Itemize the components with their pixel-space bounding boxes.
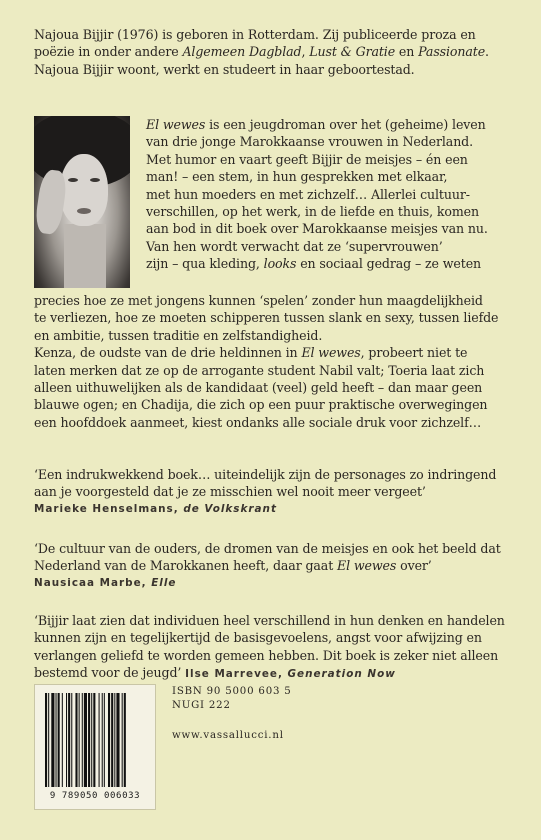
photo-face	[60, 154, 108, 226]
barcode-bar	[58, 693, 60, 787]
author-photo	[34, 116, 130, 288]
description-full	[34, 292, 512, 431]
description-line: te verliezen, hoe ze moeten schipperen tussen slank en sexy, tussen liefde	[34, 310, 499, 326]
bio-line: Najoua Bijjir (1976) is geboren in Rotterdam. Zij publiceerde proza en	[34, 27, 476, 42]
barcode-bar	[104, 693, 105, 787]
barcode-bar	[62, 693, 63, 787]
barcode-bar	[48, 693, 49, 787]
description-line: aan bod in dit boek over Marokkaanse meisjes van nu.	[146, 221, 488, 237]
description-line: van drie jonge Marokkaanse vrouwen in Nederland.	[146, 134, 474, 150]
quote-line	[34, 557, 512, 574]
barcode-number: 9 789050 006033	[49, 791, 141, 801]
photo-eye	[90, 178, 100, 182]
barcode-bar	[108, 693, 110, 787]
description-line: Van hen wordt verwacht dat ze ‘supervrouwen’	[146, 238, 443, 254]
review-source: Generation Now	[287, 668, 396, 681]
barcode-bar	[111, 693, 113, 787]
quote-text: Nederland van de Marokkanen heeft, daar gaat	[34, 558, 338, 574]
photo-lips	[77, 208, 91, 214]
isbn-number: ISBN 90 5000 603 5	[172, 686, 292, 697]
barcode-bar	[91, 693, 92, 787]
book-title: El wewes	[337, 558, 397, 574]
quote-line	[34, 664, 512, 683]
review-quote-1	[34, 466, 512, 518]
barcode-bar	[93, 693, 95, 787]
bio-text: en	[395, 44, 419, 60]
barcode-bar	[114, 693, 115, 787]
description-line	[34, 344, 512, 361]
publication-title: Lust & Gratie	[309, 44, 396, 60]
author-bio	[34, 26, 512, 78]
barcode-bar	[71, 693, 72, 787]
publisher-website: www.vassallucci.nl	[172, 730, 284, 741]
description-wrapped	[146, 116, 512, 273]
publication-title: Passionate	[418, 44, 486, 60]
description-line: een hoofddoek aanmeet, kiest ondanks alle sociale druk voor zichzelf…	[34, 414, 482, 430]
publication-title: Algemeen Dagblad	[182, 44, 302, 60]
photo-neck	[64, 224, 106, 288]
reviewer-name: Nausicaa Marbe,	[34, 576, 152, 589]
description-text: Kenza, de oudste van de drie heldinnen in	[34, 345, 302, 361]
description-line: alleen uithuwelijken als de kandidaat (veel) geld heeft – dan maar geen	[34, 380, 483, 396]
description-text: zijn – qua kleding,	[146, 256, 264, 272]
barcode-bar	[116, 693, 119, 787]
quote-attribution	[34, 575, 512, 592]
reviewer-name: Marieke Henselmans,	[34, 502, 184, 515]
description-text: en sociaal gedrag – ze weten	[296, 256, 482, 272]
description-line: en ambitie, tussen traditie en zelfstandigheid.	[34, 327, 323, 343]
barcode-bar	[84, 693, 87, 787]
barcode-bar	[51, 693, 54, 787]
barcode-bar	[124, 693, 126, 787]
nugi-code: NUGI 222	[172, 700, 231, 711]
photo-eye	[68, 178, 78, 182]
description-line: laten merken dat ze op de arrogante student Nabil valt; Toeria laat zich	[34, 362, 485, 378]
barcode-bar	[68, 693, 70, 787]
description-line: precies hoe ze met jongens kunnen ‘spelen’ zonder hun maagdelijkheid	[34, 293, 483, 308]
barcode-bar	[45, 693, 47, 787]
review-quote-2	[34, 540, 512, 592]
barcode-bar	[102, 693, 103, 787]
barcode-bar	[56, 693, 57, 787]
barcode-bar	[122, 693, 123, 787]
quote-line: aan je voorgesteld dat je ze misschien wel nooit meer vergeet’	[34, 484, 426, 500]
description-line	[146, 116, 512, 133]
quote-line: ‘Bijjir laat zien dat individuen heel verschillend in hun denken en handelen	[34, 613, 505, 628]
review-source: Elle	[151, 576, 177, 589]
bio-text: ,	[301, 44, 310, 60]
barcode-bars	[43, 693, 147, 789]
barcode	[34, 684, 156, 810]
quote-line: ‘De cultuur van de ouders, de dromen van de meisjes en ook het beeld dat	[34, 541, 501, 556]
description-line: man! – een stem, in hun gesprekken met elkaar,	[146, 169, 448, 185]
description-line: met hun moeders en met zichzelf… Allerlei cultuur-	[146, 186, 470, 202]
description-line: verschillen, op het werk, in de liefde en thuis, komen	[146, 204, 479, 220]
quote-text: over’	[396, 558, 432, 574]
review-source: de Volkskrant	[183, 502, 277, 515]
bio-text: poëzie in onder andere	[34, 44, 183, 60]
reviewer-name: Ilse Marrevee,	[185, 668, 288, 681]
description-text: is een jeugdroman over het (geheime) leven	[205, 117, 486, 132]
barcode-bar	[82, 693, 83, 787]
barcode-bar	[79, 693, 80, 787]
quote-attribution	[34, 501, 512, 518]
review-quote-3	[34, 612, 512, 684]
barcode-bar	[88, 693, 90, 787]
bio-line	[34, 43, 512, 60]
quote-line: verlangen geliefd te worden gemeen hebben. Dit boek is zeker niet alleen	[34, 647, 499, 663]
bio-line: Najoua Bijjir woont, werkt en studeert in haar geboortestad.	[34, 61, 415, 77]
book-title: El wewes	[146, 117, 206, 132]
description-text: , probeert niet te	[360, 345, 468, 361]
description-line: blauwe ogen; en Chadija, die zich op een puur praktische overwegingen	[34, 397, 488, 413]
quote-text: bestemd voor de jeugd’	[34, 665, 186, 681]
description-line: Met humor en vaart geeft Bijjir de meisjes – én een	[146, 151, 468, 167]
quote-line: ‘Een indrukwekkend boek… uiteindelijk zijn de personages zo indringend	[34, 467, 497, 482]
barcode-bar	[75, 693, 77, 787]
quote-line: kunnen zijn en tegelijkertijd de basisgevoelens, angst voor afwijzing en	[34, 630, 482, 646]
description-line	[146, 255, 512, 272]
book-title: El wewes	[301, 345, 361, 361]
barcode-bar	[66, 693, 67, 787]
bio-text: .	[485, 44, 489, 60]
barcode-bar	[99, 693, 100, 787]
description-emphasis: looks	[263, 256, 297, 272]
